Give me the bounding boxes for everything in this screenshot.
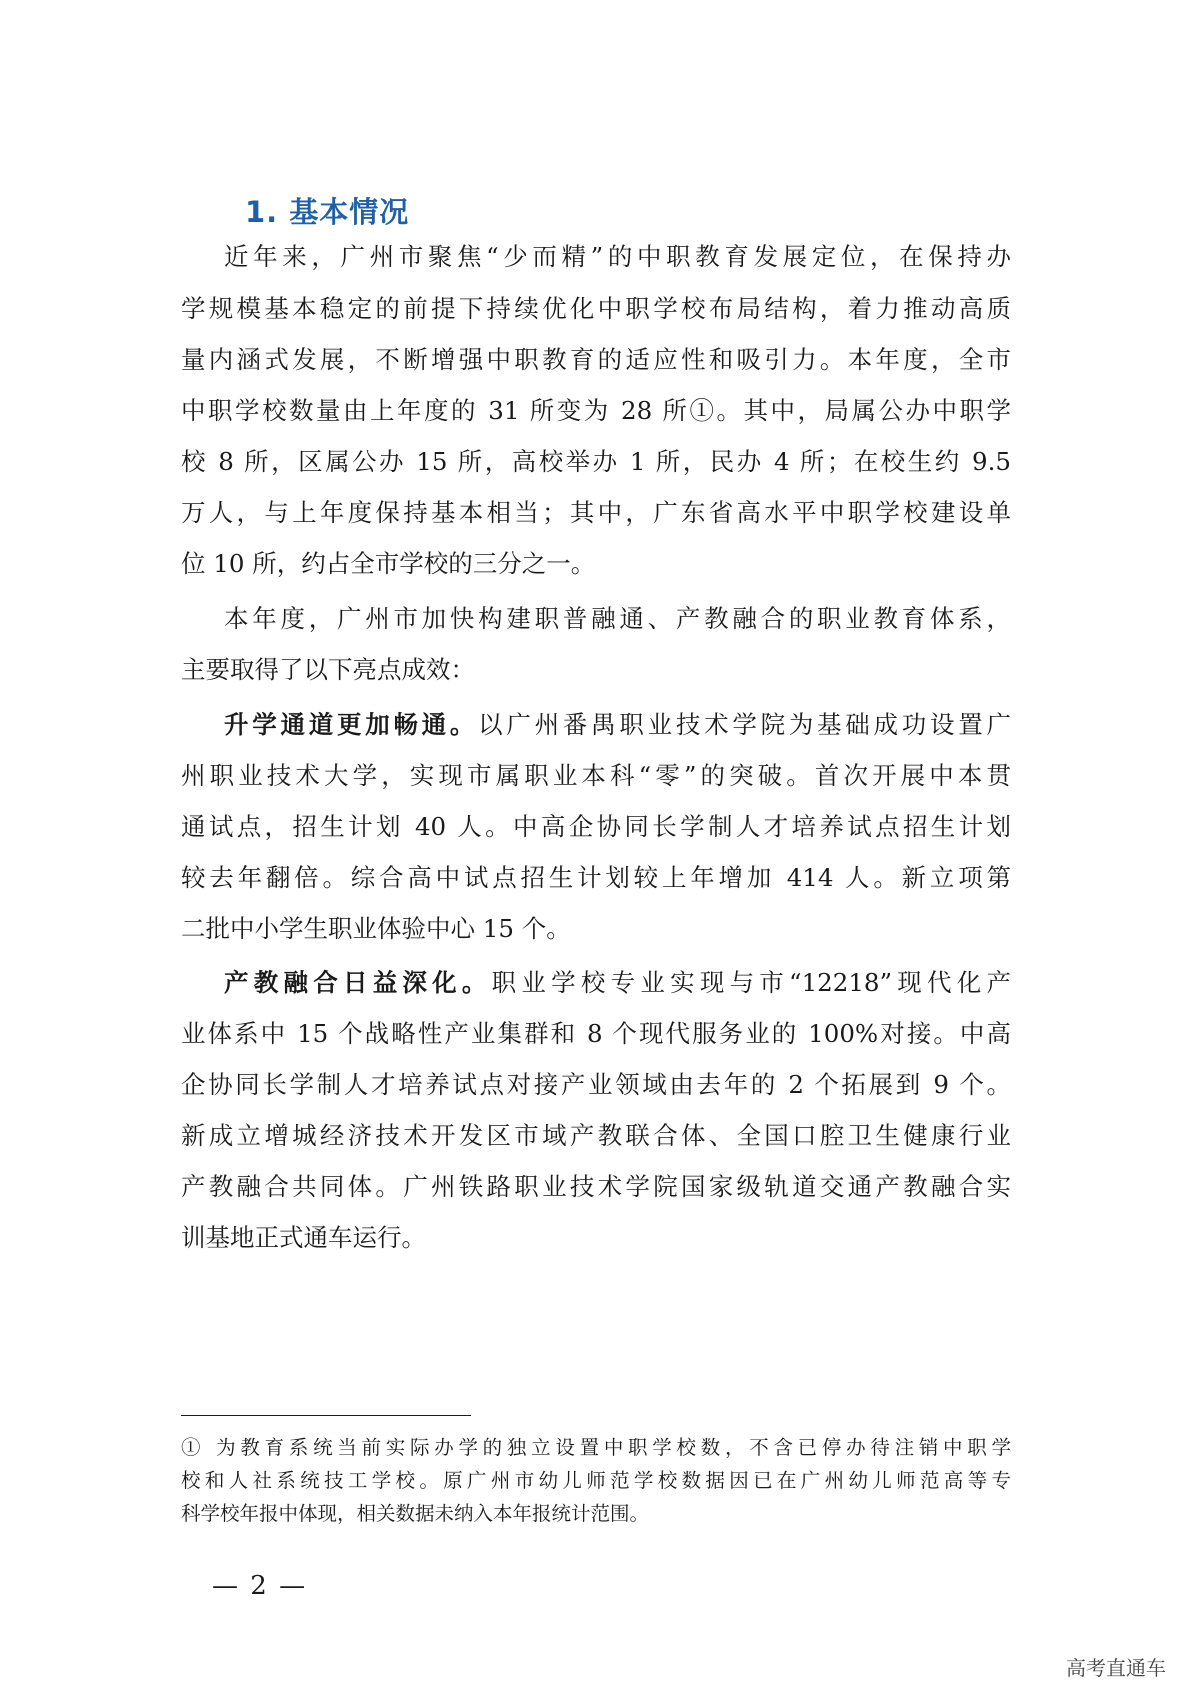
footnote-divider: [181, 1415, 471, 1416]
p1-line: 万人，与上年度保持基本相当；其中，广东省高水平中职学校建设单: [181, 498, 1011, 527]
p4-line: 企协同长学制人才培养试点对接产业领域由去年的 2 个拓展到 9 个。: [181, 1070, 1011, 1099]
p4-line: 新成立增城经济技术开发区市域产教联合体、全国口腔卫生健康行业: [181, 1121, 1011, 1150]
p1-line: 校 8 所，区属公办 15 所，高校举办 1 所，民办 4 所；在校生约 9.5: [181, 447, 1011, 476]
p3-line: 通试点，招生计划 40 人。中高企协同长学制人才培养试点招生计划: [181, 812, 1011, 841]
p3-line: 州职业技术大学，实现市属职业本科“零”的突破。首次开展中本贯: [181, 761, 1011, 790]
p1-line: 中职学校数量由上年度的 31 所变为 28 所①。其中，局属公办中职学: [181, 396, 1011, 425]
p4-line: 业体系中 15 个战略性产业集群和 8 个现代服务业的 100%对接。中高: [181, 1019, 1011, 1048]
section-heading: 1. 基本情况: [245, 195, 410, 229]
p1-line: 学规模基本稳定的前提下持续优化中职学校布局结构，着力推动高质: [181, 294, 1011, 323]
footnote-line: ① 为教育系统当前实际办学的独立设置中职学校数，不含已停办待注销中职学: [181, 1436, 1011, 1459]
p4-first-line: [224, 966, 1011, 1000]
p1-line: 近年来，广州市聚焦“少而精”的中职教育发展定位，在保持办: [224, 242, 1011, 271]
p3-line: 较去年翻倍。综合高中试点招生计划较上年增加 414 人。新立项第: [181, 863, 1011, 892]
footnote-line: 科学校年报中体现，相关数据未纳入本年报统计范围。: [181, 1502, 650, 1525]
p1-line: 位 10 所，约占全市学校的三分之一。: [181, 549, 596, 578]
p3-line: 二批中小学生职业体验中心 15 个。: [181, 914, 571, 943]
p2-line: 主要取得了以下亮点成效：: [181, 655, 475, 684]
p3-lead: 升学通道更加畅通。: [224, 710, 479, 739]
p4-line: 训基地正式通车运行。: [181, 1223, 426, 1252]
watermark: 高考直通车: [1066, 1656, 1166, 1680]
p4-lead: 产教融合日益深化。: [224, 968, 492, 997]
footnote-line: 校和人社系统技工学校。原广州市幼儿师范学校数据因已在广州幼儿师范高等专: [181, 1469, 1011, 1492]
p1-line: 量内涵式发展，不断增强中职教育的适应性和吸引力。本年度，全市: [181, 345, 1011, 374]
p4-line: 产教融合共同体。广州铁路职业技术学院国家级轨道交通产教融合实: [181, 1172, 1011, 1201]
p3-first-line: [224, 708, 1011, 742]
p3-first-rest: 以广州番禺职业技术学院为基础成功设置广: [478, 710, 1012, 739]
page-number: — 2 —: [212, 1571, 308, 1601]
p2-line: 本年度，广州市加快构建职普融通、产教融合的职业教育体系，: [224, 604, 1011, 633]
p4-first-rest: 职业学校专业实现与市“12218”现代化产: [491, 968, 1011, 997]
